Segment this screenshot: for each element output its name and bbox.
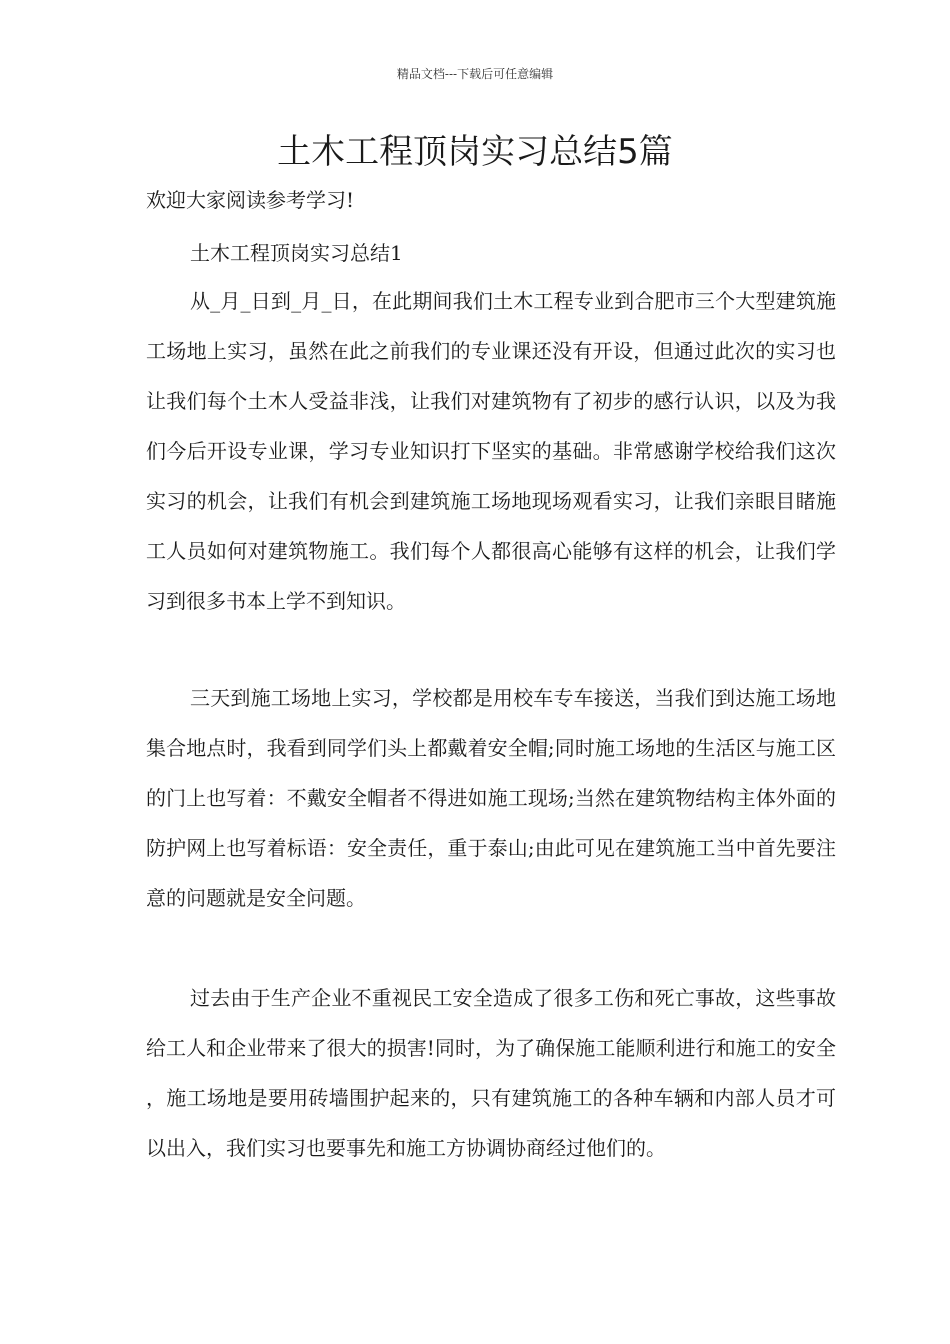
paragraph-1: 从_月_日到_月_日，在此期间我们土木工程专业到合肥市三个大型建筑施工场地上实习，虽然在此之前我们的专业课还没有开设，但通过此次的实习也让我们每个土木人受益非浅，让我们对建筑物有了初步的感行认识，以及为我们今后开设专业课，学习专业知识打下坚实的基础。非常感谢学校给我们这次实习的机会，让我们有机会到建筑施工场地现场观看实习，让我们亲眼目睹施工人员如何对建筑物施工。我们每个人都很高心能够有这样的机会，让我们学习到很多书本上学不到知识。 [146,289,836,613]
paragraph-2: 三天到施工场地上实习，学校都是用校车专车接送，当我们到达施工场地集合地点时，我看到同学们头上都戴着安全帽;同时施工场地的生活区与施工区的门上也写着：不戴安全帽者不得进如施工现场;当然在建筑物结构主体外面的防护网上也写着标语：安全责任，重于泰山;由此可见在建筑施工当中首先要注意的问题就是安全问题。 [146,686,836,910]
intro-line: 欢迎大家阅读参考学习! [146,188,355,212]
page-header-note: 精品文档---下载后可任意编辑 [396,67,554,81]
section-heading: 土木工程顶岗实习总结1 [190,241,403,265]
paragraph-3: 过去由于生产企业不重视民工安全造成了很多工伤和死亡事故，这些事故给工人和企业带来了很大的损害!同时，为了确保施工能顺利进行和施工的安全，施工场地是要用砖墙围护起来的，只有建筑施工的各种车辆和内部人员才可以出入，我们实习也要事先和施工方协调协商经过他们的。 [146,986,836,1160]
document-title: 土木工程顶岗实习总结5篇 [277,132,673,172]
